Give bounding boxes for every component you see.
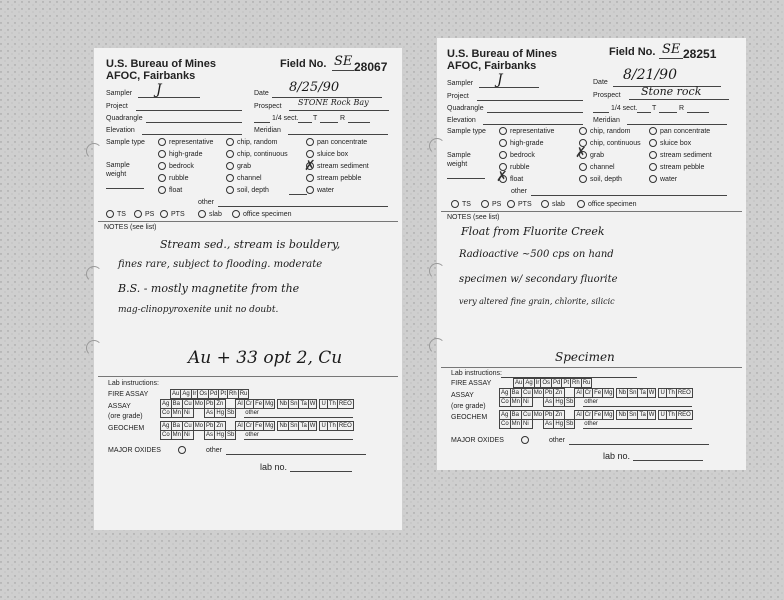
note-line-3: B.S. - mostly magnetite from the: [118, 282, 300, 295]
meridian-label: Meridian: [254, 127, 281, 134]
opt-sluice-box[interactable]: sluice box: [649, 139, 691, 148]
opt-chip-continuous[interactable]: chip, continuous: [579, 139, 641, 148]
project-label: Project: [447, 93, 469, 100]
note-line-4: very altered fine grain, chlorite, silicic: [459, 297, 615, 306]
opt-ps[interactable]: PS: [481, 200, 501, 209]
note-line-1: Stream sed., stream is bouldery,: [160, 238, 341, 251]
opt-rubble[interactable]: rubble: [158, 174, 188, 183]
punch-hole: [86, 266, 102, 282]
t-label: T: [652, 105, 657, 112]
note-line-4: mag-clinopyroxenite unit no doubt.: [118, 305, 279, 315]
opt-pan-concentrate[interactable]: pan concentrate: [306, 138, 367, 147]
note-line-3: specimen w/ secondary fluorite: [459, 274, 618, 285]
field-no-prefix: SE: [662, 42, 681, 57]
opt-pan-concentrate[interactable]: pan concentrate: [649, 127, 710, 136]
notes-label: NOTES (see list): [447, 214, 500, 221]
field-no-label: Field No.: [609, 46, 656, 58]
meridian-label: Meridian: [593, 117, 620, 124]
specimen-note: Specimen: [555, 350, 615, 364]
opt-ts[interactable]: TS: [451, 200, 471, 209]
opt-office-specimen[interactable]: office specimen: [232, 210, 292, 219]
opt-representative[interactable]: representative: [158, 138, 213, 147]
sample-weight-label: Sample weight: [447, 152, 471, 168]
elevation-label: Elevation: [447, 117, 476, 124]
assay-label: ASSAY: [108, 403, 131, 410]
quadrangle-label: Quadrangle: [106, 115, 143, 122]
project-label: Project: [106, 103, 128, 110]
prospect-label: Prospect: [254, 103, 282, 110]
major-oxides-label: MAJOR OXIDES: [108, 447, 161, 454]
check-mark-icon: ✗: [304, 157, 316, 173]
opt-water[interactable]: water: [649, 175, 677, 184]
assay-label: ASSAY: [451, 392, 474, 399]
opt-stream-pebble[interactable]: stream pebble: [649, 163, 704, 172]
opt-chip-continuous[interactable]: chip, continuous: [226, 150, 288, 159]
opt-bedrock[interactable]: bedrock: [499, 151, 535, 160]
lab-no-label: lab no.: [603, 451, 631, 461]
opt-water[interactable]: water: [306, 186, 334, 195]
opt-pts[interactable]: PTS: [507, 200, 532, 209]
sampler-label: Sampler: [106, 90, 133, 97]
punch-hole: [429, 138, 445, 154]
lab-instructions-label: Lab instructions:: [451, 370, 502, 377]
assay-grid: Ag Ba Cu Mo Pb Zn Al Cr Fe Mg Nb Sn Ta W U Th REO Co Mn Ni As Hg Sb other: [162, 401, 352, 416]
other-label-2: other: [549, 437, 565, 444]
other-label: other: [198, 199, 214, 206]
lab-no-label: lab no.: [260, 462, 288, 472]
quadrangle-label: Quadrangle: [447, 105, 484, 112]
opt-stream-pebble[interactable]: stream pebble: [306, 174, 361, 183]
opt-soil-depth[interactable]: soil, depth: [226, 186, 269, 195]
opt-pts[interactable]: PTS: [160, 210, 185, 219]
r-label: R: [340, 115, 346, 122]
fire-assay-label: FIRE ASSAY: [451, 380, 492, 387]
quarter-sect-label: 1/4 sect.: [272, 115, 299, 122]
opt-channel[interactable]: channel: [579, 163, 615, 172]
opt-chip-random[interactable]: chip, random: [226, 138, 277, 147]
sampler-value: J: [497, 72, 503, 88]
note-line-2: fines rare, subject to flooding. moderate: [118, 259, 323, 270]
prospect-value: STONE Rock Bay: [298, 98, 369, 107]
opt-sluice-box[interactable]: sluice box: [306, 150, 348, 159]
date-label: Date: [593, 79, 608, 86]
quarter-sect-label: 1/4 sect.: [611, 105, 638, 112]
agency-name: U.S. Bureau of Mines: [447, 48, 558, 60]
ore-grade-label: (ore grade): [451, 403, 486, 410]
sampler-label: Sampler: [447, 80, 474, 87]
r-label: R: [679, 105, 685, 112]
opt-bedrock[interactable]: bedrock: [158, 162, 194, 171]
field-no-number: 28067: [354, 60, 388, 74]
other-label: other: [511, 188, 527, 195]
opt-office-specimen[interactable]: office specimen: [577, 200, 637, 209]
fire-assay-label: FIRE ASSAY: [108, 391, 149, 398]
note-line-1: Float from Fluorite Creek: [461, 225, 605, 238]
fire-assay-grid: Au Ag Ir Os Pd Pt Rh Ru: [172, 391, 248, 397]
opt-high-grade[interactable]: high-grade: [499, 139, 543, 148]
prospect-label: Prospect: [593, 92, 621, 99]
opt-rubble[interactable]: rubble: [499, 163, 529, 172]
major-oxides-option[interactable]: [521, 436, 532, 445]
opt-stream-sediment[interactable]: stream sediment: [649, 151, 712, 160]
t-label: T: [313, 115, 318, 122]
lab-instructions-label: Lab instructions:: [108, 380, 159, 387]
opt-slab[interactable]: slab: [541, 200, 565, 209]
opt-ts[interactable]: TS: [106, 210, 126, 219]
opt-chip-random[interactable]: chip, random: [579, 127, 630, 136]
field-no-number: 28251: [683, 47, 717, 61]
field-no-label: Field No.: [280, 58, 327, 70]
opt-grab[interactable]: grab: [226, 162, 251, 171]
field-no-prefix: SE: [334, 54, 353, 69]
check-mark-icon: ✗: [496, 168, 508, 184]
notes-label: NOTES (see list): [104, 224, 157, 231]
assay-grid: Ag Ba Cu Mo Pb Zn Al Cr Fe Mg Nb Sn Ta W U Th REO Co Mn Ni As Hg Sb other: [501, 390, 691, 405]
check-mark-icon: ✗: [575, 144, 587, 160]
punch-hole: [429, 263, 445, 279]
other-label-2: other: [206, 447, 222, 454]
fire-assay-grid: Au Ag Ir Os Pd Pt Rh Ru: [515, 380, 591, 386]
sample-card-left: [94, 48, 402, 530]
geochem-label: GEOCHEM: [108, 425, 145, 432]
elevation-label: Elevation: [106, 127, 135, 134]
prospect-value: Stone rock: [641, 85, 702, 98]
geochem-label: GEOCHEM: [451, 414, 488, 421]
agency-name: U.S. Bureau of Mines: [106, 58, 217, 70]
opt-ps[interactable]: PS: [134, 210, 154, 219]
opt-representative[interactable]: representative: [499, 127, 554, 136]
opt-channel[interactable]: channel: [226, 174, 262, 183]
geochem-grid: Ag Ba Cu Mo Pb Zn Al Cr Fe Mg Nb Sn Ta W U Th REO Co Mn Ni As Hg Sb other: [501, 412, 691, 427]
office-name: AFOC, Fairbanks: [106, 70, 196, 82]
opt-float[interactable]: float: [158, 186, 182, 195]
opt-high-grade[interactable]: high-grade: [158, 150, 202, 159]
opt-grab[interactable]: grab: [579, 151, 604, 160]
punch-hole: [86, 340, 102, 356]
sample-type-label: Sample type: [447, 128, 486, 135]
opt-slab[interactable]: slab: [198, 210, 222, 219]
date-value: 8/25/90: [289, 80, 340, 95]
geochem-grid: Ag Ba Cu Mo Pb Zn Al Cr Fe Mg Nb Sn Ta W U Th REO Co Mn Ni As Hg Sb other: [162, 423, 352, 438]
sampler-value: J: [156, 82, 162, 98]
ore-grade-label: (ore grade): [108, 413, 143, 420]
major-oxides-option[interactable]: [178, 446, 189, 455]
sample-type-label: Sample type: [106, 139, 145, 146]
opt-float[interactable]: float: [499, 175, 523, 184]
opt-soil-depth[interactable]: soil, depth: [579, 175, 622, 184]
date-value: 8/21/90: [623, 67, 677, 83]
date-label: Date: [254, 90, 269, 97]
major-oxides-label: MAJOR OXIDES: [451, 437, 504, 444]
sample-weight-label: Sample weight: [106, 162, 130, 178]
sample-card-right: [437, 38, 746, 470]
office-name: AFOC, Fairbanks: [447, 60, 537, 72]
note-extra: Au + 33 opt 2, Cu: [188, 348, 343, 368]
opt-stream-sediment[interactable]: stream sediment: [306, 162, 369, 171]
punch-hole: [429, 338, 445, 354]
punch-hole: [86, 143, 102, 159]
note-line-2: Radioactive ~500 cps on hand: [459, 249, 614, 260]
